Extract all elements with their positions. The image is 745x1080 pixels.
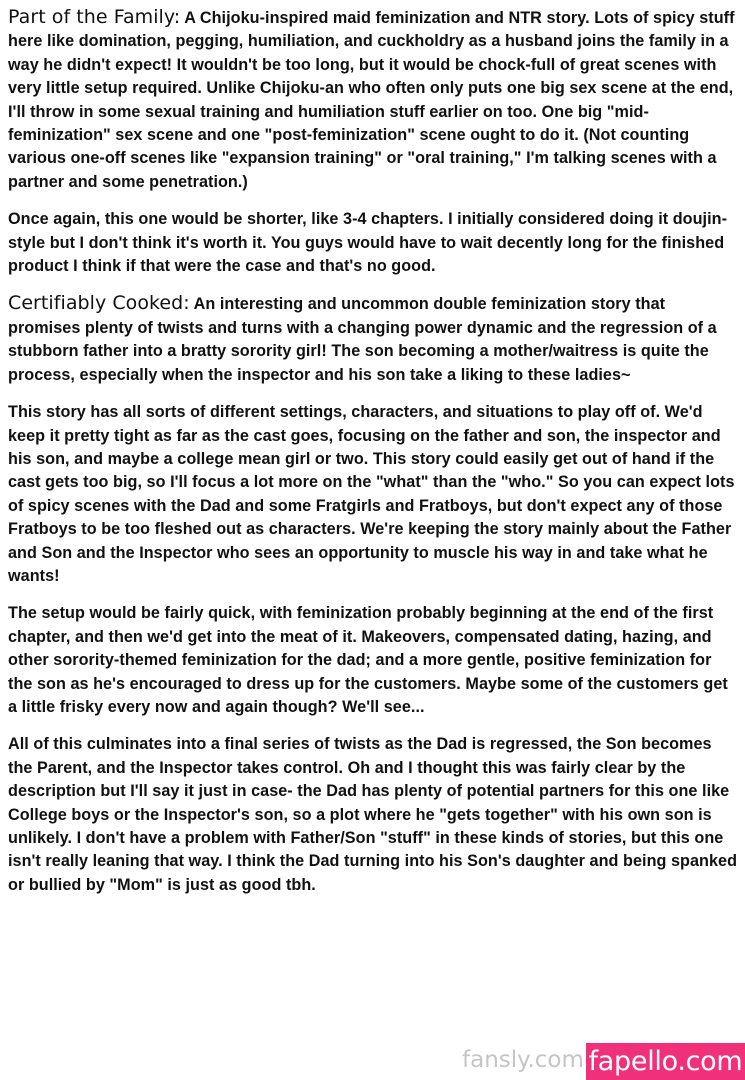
paragraph-certifiably-cooked-intro [8, 292, 739, 387]
fapello-watermark: fapello.com [586, 1043, 745, 1080]
paragraph-text: This story has all sorts of different settings, characters, and situations to play off of. We'd keep it pretty tight as far as the cast goes, focusing on the father and son, the inspector and his son, and maybe a college mean girl or two. This story could easily get out of hand if the cast gets too big, so I'll focus a lot more on the "what" than the "who." So you can expect lots of spicy scenes with the Dad and some Fratgirls and Fratboys, but don't expect any of those Fratboys to be too fleshed out as characters. We're keeping the story mainly about the Father and Son and the Inspector who sees an opportunity to muscle his way in and take what he wants! [8, 403, 735, 585]
paragraph-certifiably-cooked-setup [8, 602, 739, 719]
section-heading-part-of-the-family: Part of the Family: [8, 6, 181, 28]
paragraph-text: The setup would be fairly quick, with feminization probably beginning at the end of the first chapter, and then we'd get into the meat of it. Makeovers, compensated dating, hazing, and other sorority-themed feminization for the dad; and a more gentle, positive feminization for the son as he's encouraged to dress up for the customers. Maybe some of the customers get a little frisky every now and again though? We'll see... [8, 604, 728, 716]
paragraph-part-of-family-length [8, 208, 739, 278]
paragraph-certifiably-cooked-ending [8, 733, 739, 897]
paragraph-text: All of this culminates into a final series of twists as the Dad is regressed, the Son becomes the Parent, and the Inspector takes control. Oh and I thought this was fairly clear by the description but I'll say it just in case- the Dad has plenty of potential partners for this one like College boys or the Inspector's son, so a plot where he "gets together" with his own son is unlikely. I don't have a problem with Father/Son "stuff" in these kinds of stories, but this one isn't really leaning that way. I think the Dad turning into his Son's daughter and being spanked or bullied by "Mom" is just as good tbh. [8, 735, 738, 894]
paragraph-text: An interesting and uncommon double feminization story that promises plenty of twists and turns with a changing power dynamic and the regression of a stubborn father into a bratty sorority girl! The son becoming a mother/waitress is quite the process, especially when the inspector and his son take a liking to these ladies~ [8, 295, 717, 384]
fansly-watermark: fansly.com [462, 1047, 584, 1073]
paragraph-part-of-family-intro [8, 6, 739, 194]
section-heading-certifiably-cooked: Certifiably Cooked: [8, 292, 190, 315]
paragraph-text: Once again, this one would be shorter, like 3-4 chapters. I initially considered doing it doujin-style but I don't think it's worth it. You guys would have to wait decently long for the finished product I think if that were the case and that's no good. [8, 210, 728, 276]
paragraph-text: A Chijoku-inspired maid feminization and NTR story. Lots of spicy stuff here like domination, pegging, humiliation, and cuckholdry as a husband joins the family in a way he didn't expect! It wouldn't be too long, but it would be chock-full of great scenes with very little setup required. Unlike Chijoku-an who often only puts one big sex scene at the end, I'll throw in some sexual training and humiliation stuff earlier on too. One big "mid-feminization" sex scene and one "post-feminization" scene ought to do it. (Not counting various one-off scenes like "expansion training" or "oral training," I'm talking scenes with a partner and some penetration.) [8, 9, 735, 191]
paragraph-certifiably-cooked-settings [8, 401, 739, 588]
